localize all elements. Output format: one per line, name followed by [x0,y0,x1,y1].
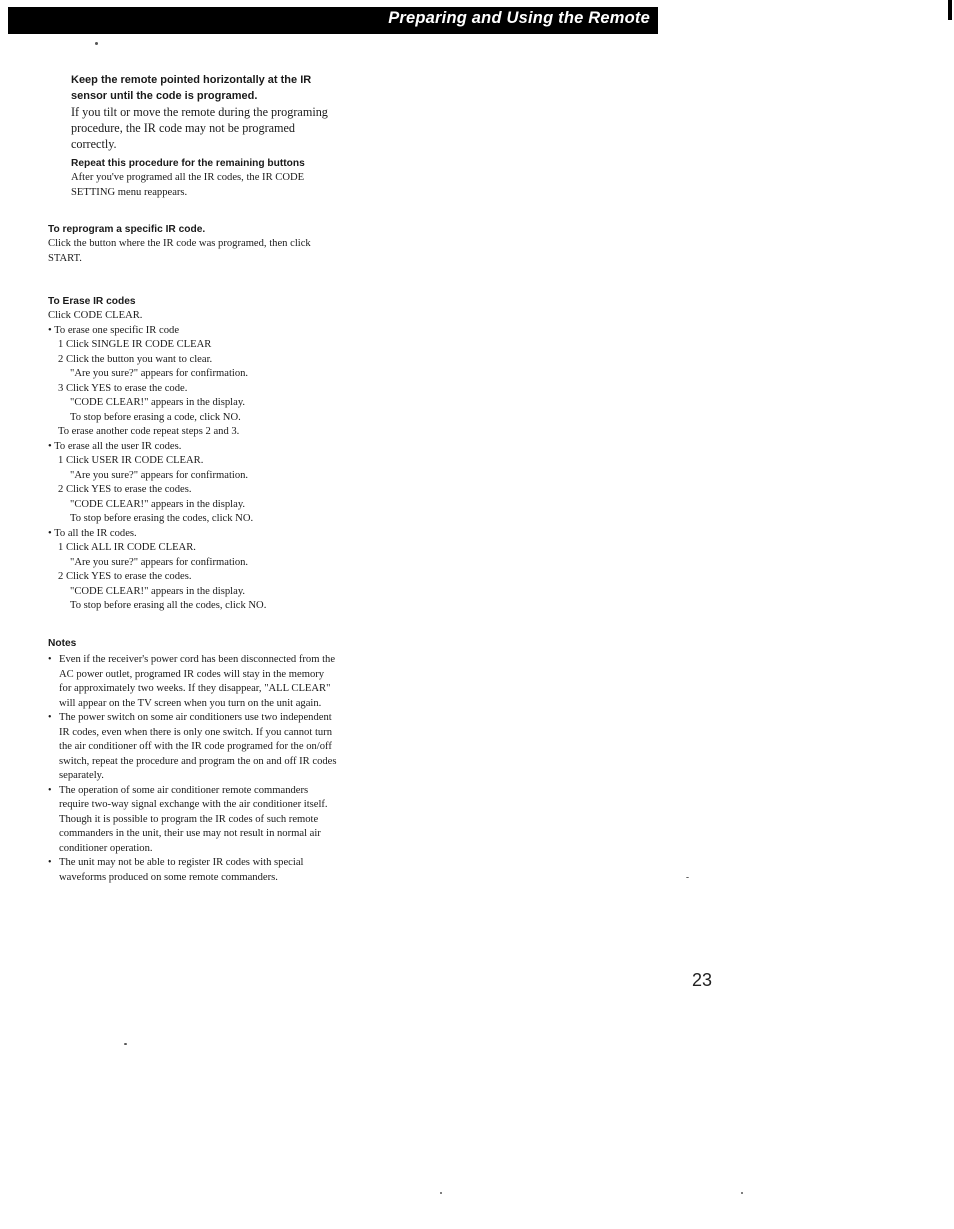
step-instruction-body: If you tilt or move the remote during the programing procedure, the IR code may not be programed correctly. [71,105,328,151]
erase-line: 2 Click YES to erase the codes. [58,571,192,582]
notes-section [48,637,338,885]
page-number: 23 [692,970,713,990]
reprogram-body: Click the button where the IR code was programed, then click START. [48,238,311,264]
erase-line: 1 Click ALL IR CODE CLEAR. [58,542,196,553]
erase-line: • To erase all the user IR codes. [48,440,182,452]
erase-line: 3 Click YES to erase the code. [58,382,188,394]
scan-speck [124,1043,127,1045]
erase-section [48,295,348,614]
erase-line: "CODE CLEAR!" appears in the display. [70,498,246,510]
note-item: • The power switch on some air conditioners use two independent IR codes, even when there is only one switch. If you cannot turn the air conditioner off with the IR code programed for the on/off switch, repeat the procedure and program the on and off IR codes separately. [48,711,338,784]
note-item: • The unit may not be able to register IR codes with special waveforms produced on some remote commanders. [48,856,338,885]
erase-line: 2 Click YES to erase the codes. [58,484,192,495]
notes-list [48,653,338,885]
note-item: • Even if the receiver's power cord has been disconnected from the AC power outlet, programed IR codes will stay in the memory for approximately two weeks. If they disappear, "ALL CLEAR" will appear on the TV screen when you turn on the unit again. [48,653,338,711]
erase-line: "Are you sure?" appears for confirmation. [70,556,249,568]
repeat-section [71,157,341,200]
reprogram-heading: To reprogram a specific IR code. [48,224,206,235]
reprogram-section [48,223,328,266]
erase-line: • To erase one specific IR code [48,324,180,336]
erase-line: • To all the IR codes. [48,527,137,539]
erase-line: 1 Click USER IR CODE CLEAR. [58,455,204,466]
erase-line: "CODE CLEAR!" appears in the display. [70,585,246,597]
note-item: • The operation of some air conditioner remote commanders require two-way signal exchange with the air conditioner itself. Though it is possible to program the IR codes of such remote commanders in the unit, their use may not result in normal air conditioner operation. [48,784,338,857]
repeat-body: After you've programed all the IR codes, the IR CODE SETTING menu reappears. [71,172,305,198]
scan-speck [741,1192,743,1194]
erase-line: To stop before erasing a code, click NO. [70,411,241,423]
scan-speck [95,42,98,45]
step-instruction-heading: Keep the remote pointed horizontally at the IR sensor until the code is programed. [71,74,312,102]
erase-heading: To Erase IR codes [48,296,136,307]
repeat-heading: Repeat this procedure for the remaining buttons [71,158,305,169]
section-header-bar [8,7,658,34]
erase-line: "CODE CLEAR!" appears in the display. [70,397,246,408]
erase-line: "Are you sure?" appears for confirmation. [70,469,249,481]
edge-tab-mark [948,0,952,20]
erase-line: Click CODE CLEAR. [48,310,143,321]
erase-line: To stop before erasing all the codes, click NO. [70,600,267,611]
scan-speck [686,877,689,878]
erase-line: 2 Click the button you want to clear. [58,353,213,365]
erase-line: 1 Click SINGLE IR CODE CLEAR [58,339,212,350]
erase-line: To erase another code repeat steps 2 and 3. [58,426,240,437]
erase-line: To stop before erasing the codes, click NO. [70,513,254,524]
scan-speck [440,1192,442,1194]
erase-line: "Are you sure?" appears for confirmation. [70,368,249,379]
erase-steps [48,309,348,614]
section-title: Preparing and Using the Remote [388,9,650,27]
notes-heading: Notes [48,638,77,649]
